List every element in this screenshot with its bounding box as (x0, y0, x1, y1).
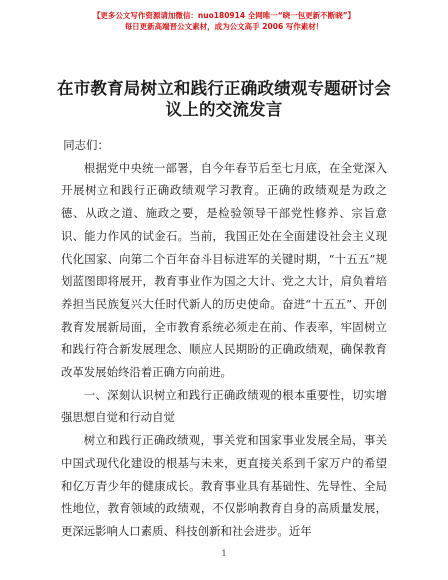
promo-banner-line-2: 每日更新高端晋公文素材，成为公文高手 2006 写作素材！ (124, 22, 324, 31)
promo-banner (0, 10, 448, 32)
paragraph-section-1: 树立和践行正确政绩观，事关党和国家事业发展全局，事关中国式现代化建设的根基与未来，更直接关系到千家万户的希望和亿万青少年的健康成长。教育事业具有基础性、先导性、全局性地位，教育领域的政绩观，不仅影响教育自身的高质量发展，更深远影响人口素质、科技创新和社会进步。近年 (61, 433, 387, 538)
page-number: 1 (221, 549, 227, 558)
document-title: 在市教育局树立和践行正确政绩观专题研讨会议上的交流发言 (57, 79, 391, 119)
promo-banner-line-1: 【更多公文写作资源请加微信：nuo180914 全网唯一“晓一包更新不断晓”】 (92, 11, 356, 20)
salutation: 同志们： (63, 138, 109, 152)
section-heading-1: 一、深刻认识树立和践行正确政绩观的根本重要性，切实增强思想自觉和行动自觉 (61, 387, 387, 425)
paragraph-intro: 根据党中央统一部署，自今年春节后至七月底，在全党深入开展树立和践行正确政绩观学习教育。正确的政绩观是为政之德、从政之道、施政之要，是检验领导干部党性修养、宗旨意识、能力作风的试金石。当前，我国正处在全面建设社会主义现代化国家、向第二个百年奋斗目标进军的关键时期，“十五五”规划蓝图即将展开，教育事业作为国之大计、党之大计，肩负着培养担当民族复兴大任时代新人的历史使命。奋进“十五五”、开创教育发展新局面，全市教育系统必须走在前、作表率，牢固树立和践行符合新发展理念、顺应人民期盼的正确政绩观，确保教育改革发展始终沿着正确方向前进。 (61, 160, 387, 380)
document-body (61, 134, 387, 543)
